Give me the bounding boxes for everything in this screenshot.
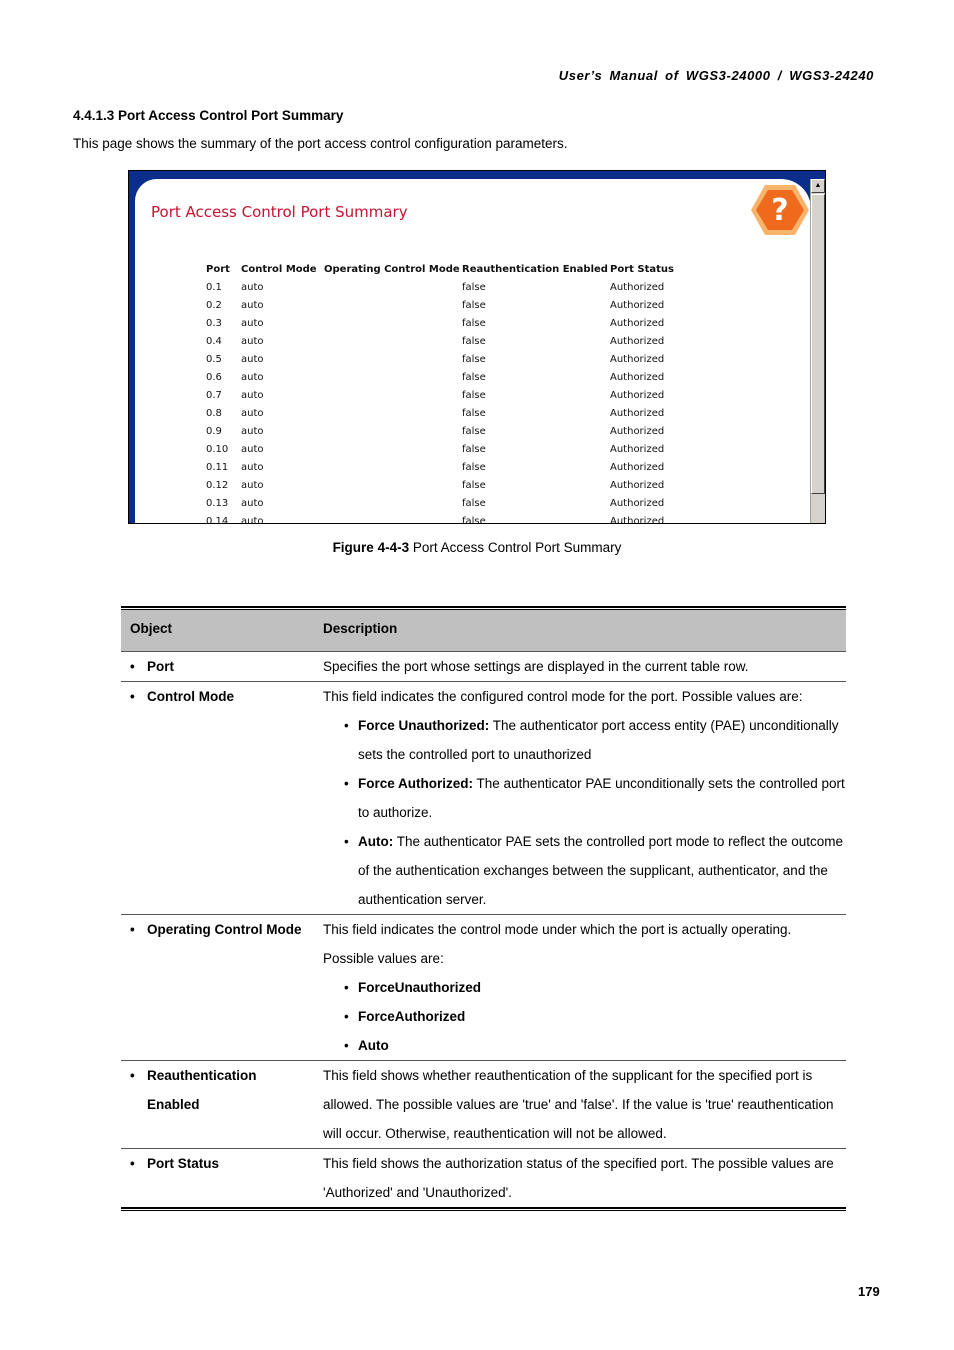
scroll-up-button[interactable]: ▲ [811, 179, 825, 193]
col-port-cell: 0.2 [206, 300, 222, 311]
object-cell [130, 915, 310, 944]
screenshot-figure [128, 170, 826, 524]
section-heading: 4.4.1.3 Port Access Control Port Summary [73, 108, 344, 123]
value-list-item [323, 1002, 846, 1031]
value-text: The authenticator PAE unconditionally sets the controlled port to authorize. [358, 776, 845, 820]
object-cell [130, 682, 310, 711]
value-list-item [323, 973, 846, 1002]
value-term: Force Authorized: [358, 776, 474, 791]
object-cell [130, 1061, 310, 1119]
col-port-cell: 0.1 [206, 282, 222, 293]
col-control-mode-cell: auto [241, 426, 264, 437]
description-text: This field indicates the control mode under which the port is actually operating. Possible values are: [323, 922, 792, 966]
description-cell [323, 682, 846, 914]
col-control-mode-cell: auto [241, 516, 264, 524]
value-list [323, 973, 846, 1060]
help-question-icon[interactable] [749, 183, 811, 237]
col-reauth-enabled-cell: false [462, 480, 486, 491]
bullet-icon: • [130, 922, 135, 937]
col-reauth-enabled-cell: false [462, 426, 486, 437]
col-port-cell: 0.6 [206, 372, 222, 383]
header-col-control-mode: Control Mode [241, 264, 317, 275]
col-reauth-enabled-cell: false [462, 408, 486, 419]
header-col-port: Port [206, 264, 230, 275]
col-reauth-enabled-cell: false [462, 444, 486, 455]
col-port-cell: 0.12 [206, 480, 229, 491]
col-port-status-cell: Authorized [610, 426, 665, 437]
scroll-thumb[interactable] [811, 194, 825, 494]
col-port-status-cell: Authorized [610, 336, 665, 347]
col-control-mode-cell: auto [241, 408, 264, 419]
col-port-status-cell: Authorized [610, 354, 665, 365]
col-control-mode-cell: auto [241, 318, 264, 329]
object-name: Reauthentication Enabled [147, 1068, 257, 1112]
web-page-panel [135, 179, 811, 524]
bullet-icon: • [130, 1068, 135, 1083]
col-control-mode-cell: auto [241, 444, 264, 455]
page-title: Port Access Control Port Summary [151, 203, 408, 221]
page-number: 179 [858, 1284, 880, 1299]
bullet-icon: • [344, 980, 349, 995]
header-col-reauth-enabled: Reauthentication Enabled [462, 264, 608, 275]
col-control-mode-cell: auto [241, 480, 264, 491]
object-cell [130, 652, 310, 681]
col-port-cell: 0.7 [206, 390, 222, 401]
col-port-cell: 0.11 [206, 462, 229, 473]
header-col-operating-control-mode: Operating Control Mode [324, 264, 460, 275]
col-reauth-enabled-cell: false [462, 336, 486, 347]
bullet-icon: • [130, 689, 135, 704]
value-term: ForceAuthorized [358, 1009, 466, 1024]
col-reauth-enabled-cell: false [462, 516, 486, 524]
object-cell [130, 1149, 310, 1178]
col-reauth-enabled-cell: false [462, 318, 486, 329]
value-list-item [323, 711, 846, 769]
col-reauth-enabled-cell: false [462, 354, 486, 365]
description-text: Specifies the port whose settings are displayed in the current table row. [323, 659, 749, 674]
object-name: Operating Control Mode [147, 922, 302, 937]
value-list-item [323, 1031, 846, 1060]
col-port-status-cell: Authorized [610, 372, 665, 383]
description-cell [323, 1149, 846, 1207]
header-description: Description [323, 621, 398, 636]
svg-text:?: ? [771, 193, 789, 228]
bullet-icon: • [344, 718, 349, 733]
value-term: ForceUnauthorized [358, 980, 482, 995]
col-control-mode-cell: auto [241, 462, 264, 473]
table-row [121, 681, 846, 914]
value-list-item [323, 769, 846, 827]
col-reauth-enabled-cell: false [462, 390, 486, 401]
col-control-mode-cell: auto [241, 336, 264, 347]
col-reauth-enabled-cell: false [462, 498, 486, 509]
table-top-rule [121, 606, 846, 608]
description-cell [323, 652, 846, 681]
col-control-mode-cell: auto [241, 300, 264, 311]
col-reauth-enabled-cell: false [462, 282, 486, 293]
col-reauth-enabled-cell: false [462, 462, 486, 473]
table-bottom-rule-thin [121, 1210, 846, 1211]
col-control-mode-cell: auto [241, 498, 264, 509]
value-list-item [323, 827, 846, 914]
col-port-cell: 0.14 [206, 516, 229, 524]
col-control-mode-cell: auto [241, 372, 264, 383]
bullet-icon: • [344, 1009, 349, 1024]
value-term: Force Unauthorized: [358, 718, 490, 733]
col-control-mode-cell: auto [241, 282, 264, 293]
description-cell [323, 1061, 846, 1148]
object-name: Port Status [147, 1156, 220, 1171]
col-port-status-cell: Authorized [610, 282, 665, 293]
figure-caption [0, 540, 954, 555]
col-reauth-enabled-cell: false [462, 372, 486, 383]
value-text: The authenticator PAE sets the controlled port mode to reflect the outcome of the authentication exchanges between the supplicant, authenticator, and the authentication server. [358, 834, 843, 907]
col-port-cell: 0.5 [206, 354, 222, 365]
description-text: This field indicates the configured control mode for the port. Possible values are: [323, 689, 803, 704]
col-port-status-cell: Authorized [610, 408, 665, 419]
col-port-status-cell: Authorized [610, 318, 665, 329]
description-text: This field shows the authorization status of the specified port. The possible values are 'Authorized' and 'Unauthorized'. [323, 1156, 834, 1200]
description-table [121, 606, 846, 1211]
table-body [121, 651, 846, 1207]
vertical-scrollbar[interactable] [810, 179, 825, 524]
col-control-mode-cell: auto [241, 390, 264, 401]
table-row [121, 651, 846, 681]
table-row [121, 1148, 846, 1207]
col-port-cell: 0.10 [206, 444, 229, 455]
object-name: Port [147, 659, 174, 674]
value-term: Auto [358, 1038, 389, 1053]
figure-label: Figure 4-4-3 [332, 540, 410, 555]
value-text: The authenticator port access entity (PAE) unconditionally sets the controlled port to unauthorized [358, 718, 839, 762]
col-port-status-cell: Authorized [610, 516, 665, 524]
table-bottom-rule [121, 1207, 846, 1209]
bullet-icon: • [130, 1156, 135, 1171]
table-row [121, 914, 846, 1060]
col-port-status-cell: Authorized [610, 498, 665, 509]
bullet-icon: • [344, 834, 349, 849]
description-cell [323, 915, 846, 1060]
manual-title: User’s Manual of WGS3-24000 / WGS3-24240 [558, 68, 874, 83]
col-control-mode-cell: auto [241, 354, 264, 365]
value-term: Auto: [358, 834, 394, 849]
object-name: Control Mode [147, 689, 234, 704]
col-port-status-cell: Authorized [610, 462, 665, 473]
section-intro: This page shows the summary of the port access control configuration parameters. [73, 136, 568, 151]
col-reauth-enabled-cell: false [462, 300, 486, 311]
bullet-icon: • [344, 1038, 349, 1053]
col-port-cell: 0.13 [206, 498, 229, 509]
col-port-cell: 0.8 [206, 408, 222, 419]
value-list [323, 711, 846, 914]
bullet-icon: • [344, 776, 349, 791]
col-port-cell: 0.3 [206, 318, 222, 329]
figure-caption-text: Port Access Control Port Summary [409, 540, 622, 555]
table-header [121, 610, 846, 651]
header-object: Object [130, 621, 173, 636]
col-port-status-cell: Authorized [610, 300, 665, 311]
col-port-status-cell: Authorized [610, 444, 665, 455]
bullet-icon: • [130, 659, 135, 674]
col-port-status-cell: Authorized [610, 480, 665, 491]
description-text: This field shows whether reauthentication of the supplicant for the specified port is allowed. The possible values are 'true' and 'false'. If the value is 'true' reauthentication will occur. Otherwise, reauthentication will not be allowed. [323, 1068, 834, 1141]
col-port-status-cell: Authorized [610, 390, 665, 401]
header-col-port-status: Port Status [610, 264, 674, 275]
col-port-cell: 0.9 [206, 426, 222, 437]
table-row [121, 1060, 846, 1148]
col-port-cell: 0.4 [206, 336, 222, 347]
